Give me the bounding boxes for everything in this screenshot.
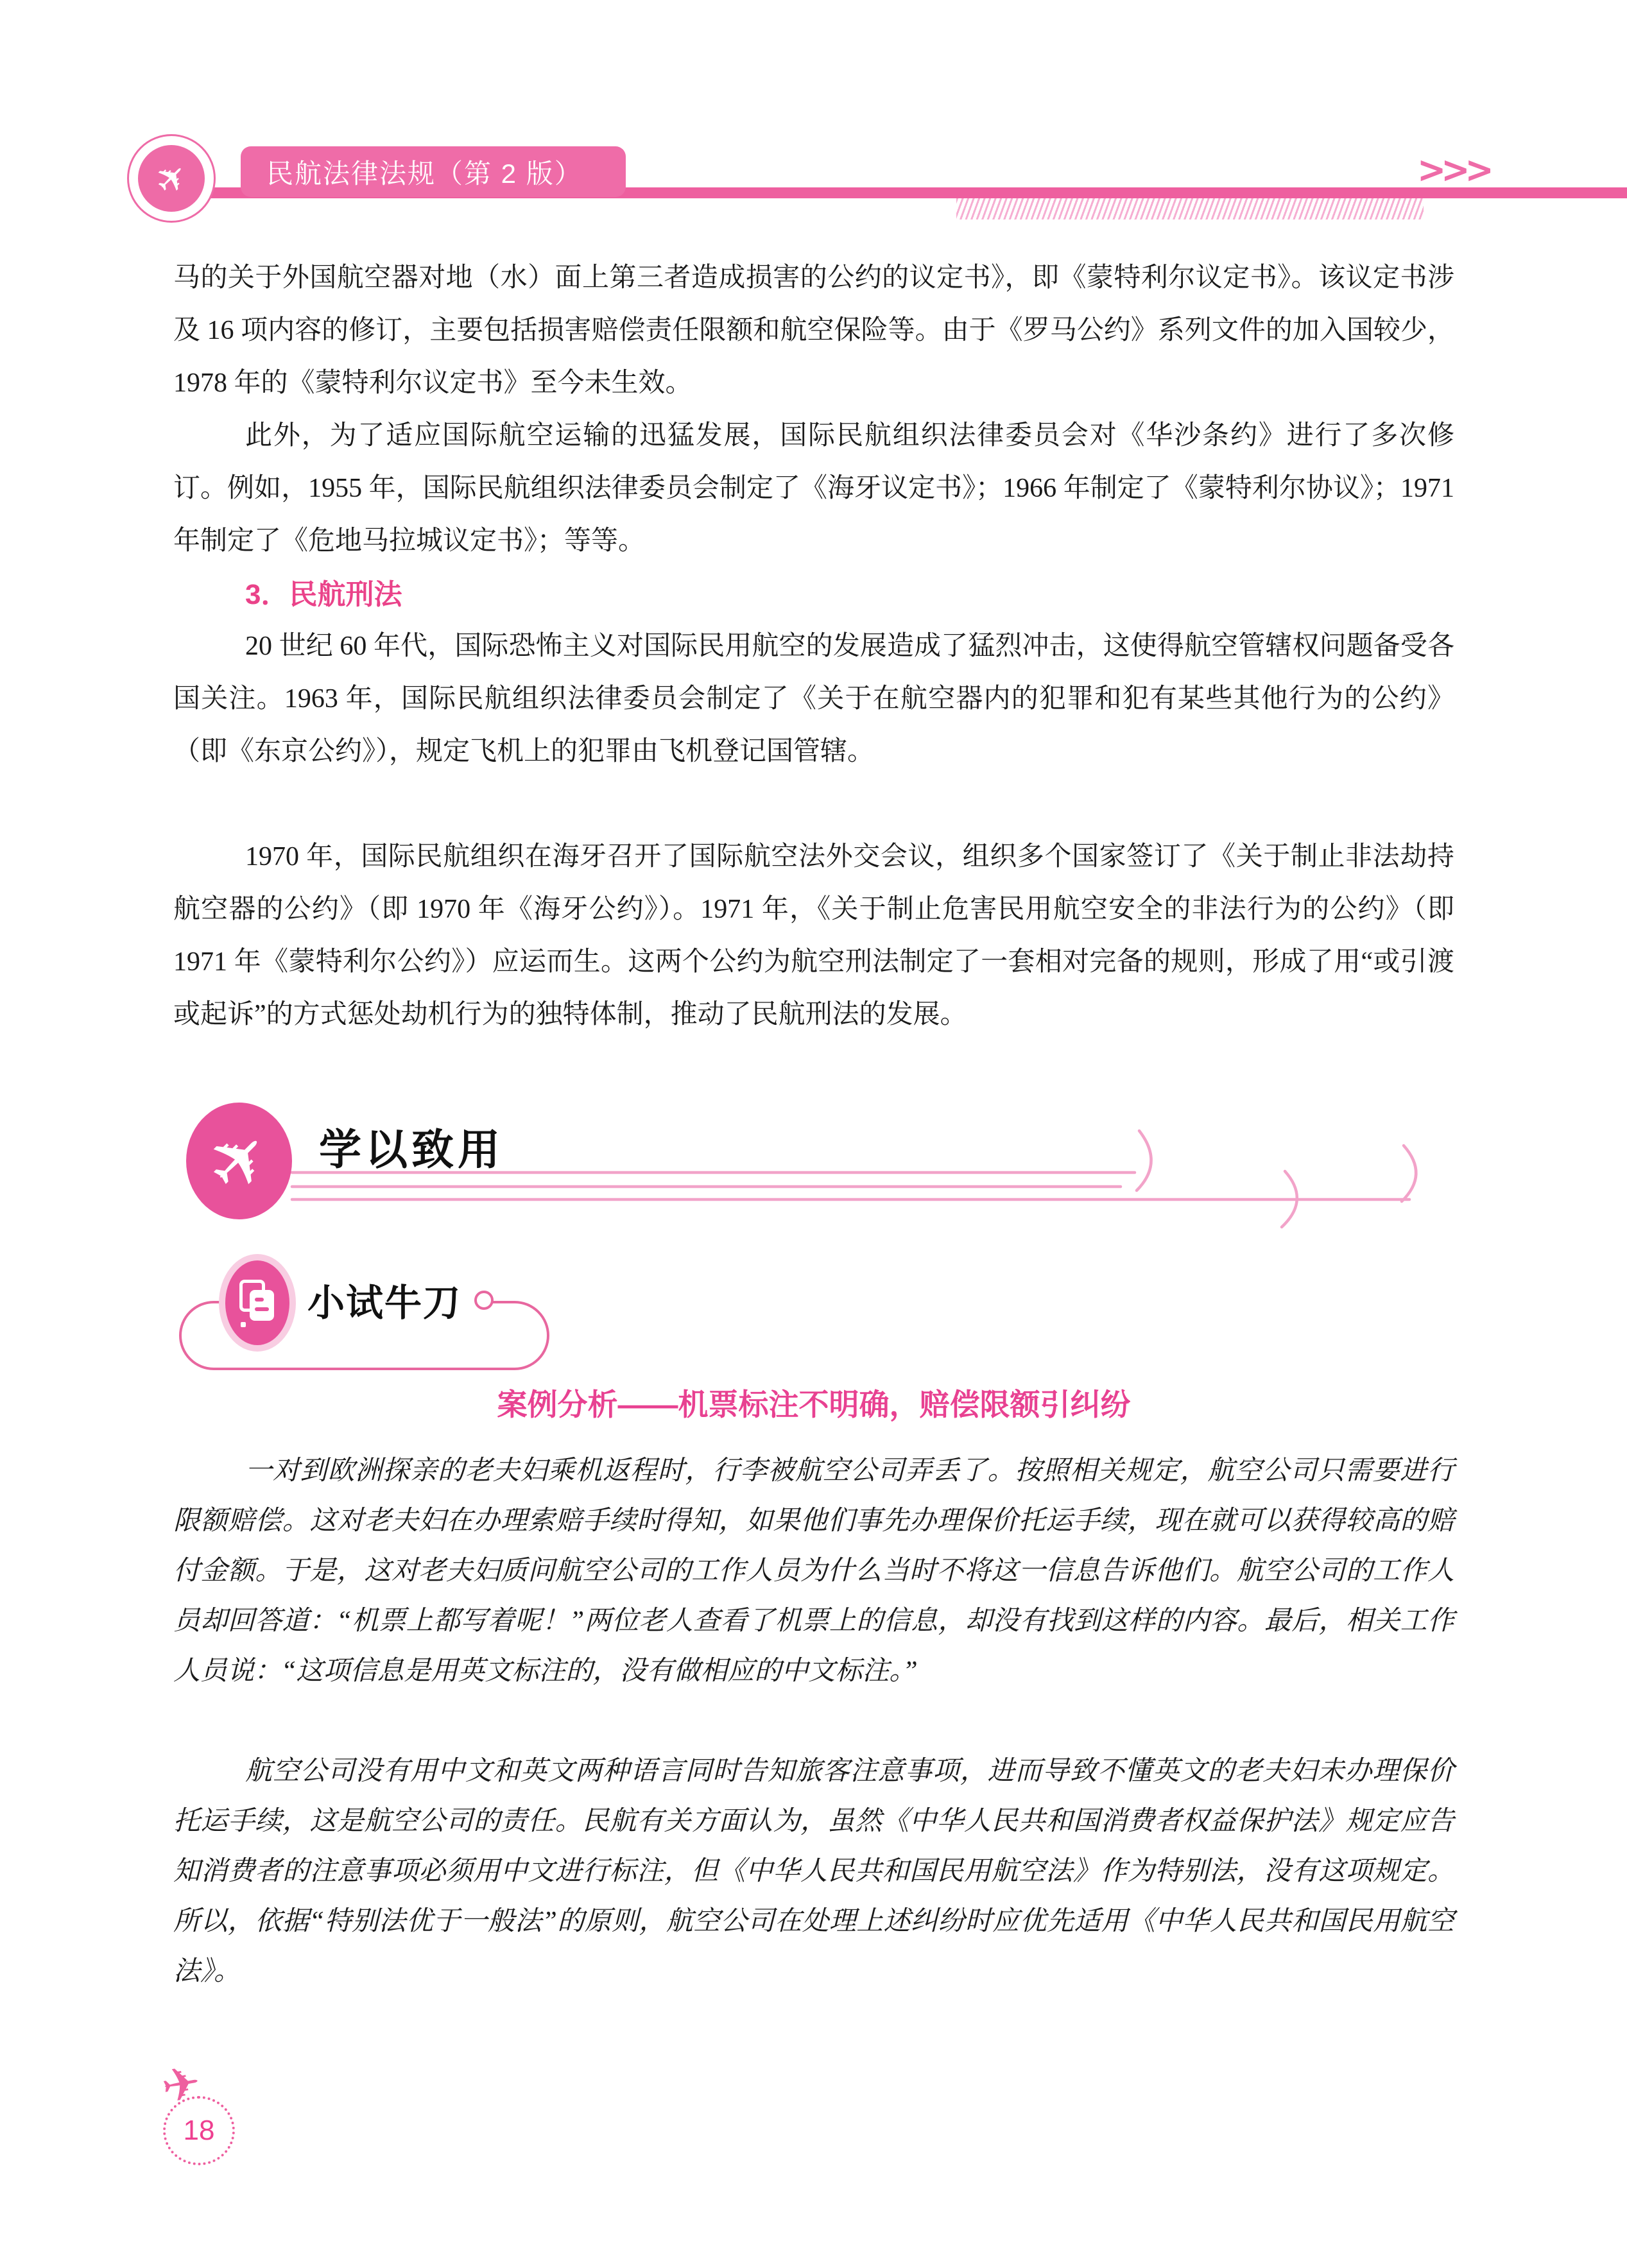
paragraph-hague-montreal-conventions: 1970 年，国际民航组织在海牙召开了国际航空法外交会议，组织多个国家签订了《关于制止非法劫持航空器的公约》（即 1970 年《海牙公约》）。1971 年，《关于制止危害民用航空安全的非法行为的公约》（即 1971 年《蒙特利尔公约》）应运而生。这两个公约为航空刑法制定了一套相对完备的规则，形成了用“或引渡或起诉”的方式惩处劫机行为的独特体制，推动了民航刑法的发展。 [173, 842, 1454, 1029]
paragraph-warsaw-revisions: 此外，为了适应国际航空运输的迅猛发展，国际民航组织法律委员会对《华沙条约》进行了多次修订。例如，1955 年，国际民航组织法律委员会制定了《海牙议定书》；1966 年制定了《蒙特利尔协议》；1971 年制定了《危地马拉城议定书》；等等。 [173, 421, 1454, 556]
header-hatch-stripes [956, 198, 1424, 219]
note-card-icon [250, 1290, 274, 1321]
case-paragraph-analysis: 航空公司没有用中文和英文两种语言同时告知旅客注意事项，进而导致不懂英文的老夫妇未办理保价托运手续，这是航空公司的责任。民航有关方面认为，虽然《中华人民共和国消费者权益保护法》规定应告知消费者的注意事项必须用中文进行标注，但《中华人民共和国民用航空法》作为特别法，没有这项规定。所以，依据“特别法优于一般法”的原则，航空公司在处理上述纠纷时应优先适用《中华人民共和国民用航空法》。 [173, 1757, 1454, 1986]
apply-section-badge [186, 1103, 292, 1219]
chevrons-icon: >>> [1417, 148, 1489, 191]
try-section-badge [225, 1260, 289, 1345]
apply-section-title: 学以致用 [319, 1126, 504, 1173]
airplane-icon: ✈ [157, 2054, 205, 2115]
try-section-title: 小试牛刀 [307, 1282, 462, 1324]
header-book-title-badge [241, 146, 626, 197]
airplane-icon: ✈ [188, 1110, 290, 1212]
paragraph-tokyo-convention: 20 世纪 60 年代，国际恐怖主义对国际民用航空的发展造成了猛烈冲击，这使得航空管辖权问题备受各国关注。1963 年，国际民航组织法律委员会制定了《关于在航空器内的犯罪和犯有某些其他行为的公约》（即《东京公约》），规定飞机上的犯罪由飞机登记国管辖。 [173, 631, 1454, 766]
case-paragraph-lost-luggage: 一对到欧洲探亲的老夫妇乘机返程时，行李被航空公司弄丢了。按照相关规定，航空公司只需要进行限额赔偿。这对老夫妇在办理索赔手续时得知，如果他们事先办理保价托运手续，现在就可以获得较高的赔付金额。于是，这对老夫妇质问航空公司的工作人员为什么当时不将这一信息告诉他们。航空公司的工作人员却回答道：“机票上都写着呢！”两位老人查看了机票上的信息，却没有找到这样的内容。最后，相关工作人员说：“这项信息是用英文标注的，没有做相应的中文标注。” [173, 1456, 1454, 1686]
page-number: 18 [183, 2115, 215, 2146]
case-study-title: 案例分析——机票标注不明确，赔偿限额引纠纷 [497, 1387, 1131, 1422]
small-ring-icon [474, 1291, 494, 1310]
airplane-icon: ✈ [144, 151, 198, 205]
section-heading-aviation-criminal-law: 3．民航刑法 [245, 579, 402, 610]
header-logo-disc [138, 145, 205, 212]
note-dot [241, 1322, 246, 1327]
book-title: 民航法律法规（第 2 版） [266, 158, 583, 189]
header-logo-ring [127, 134, 216, 223]
paragraph-roma-protocol: 马的关于外国航空器对地（水）面上第三者造成损害的公约的议定书》，即《蒙特利尔议定书》。该议定书涉及 16 项内容的修订，主要包括损害赔偿责任限额和航空保险等。由于《罗马公约》系列文件的加入国较少，1978 年的《蒙特利尔议定书》至今未生效。 [173, 263, 1454, 398]
